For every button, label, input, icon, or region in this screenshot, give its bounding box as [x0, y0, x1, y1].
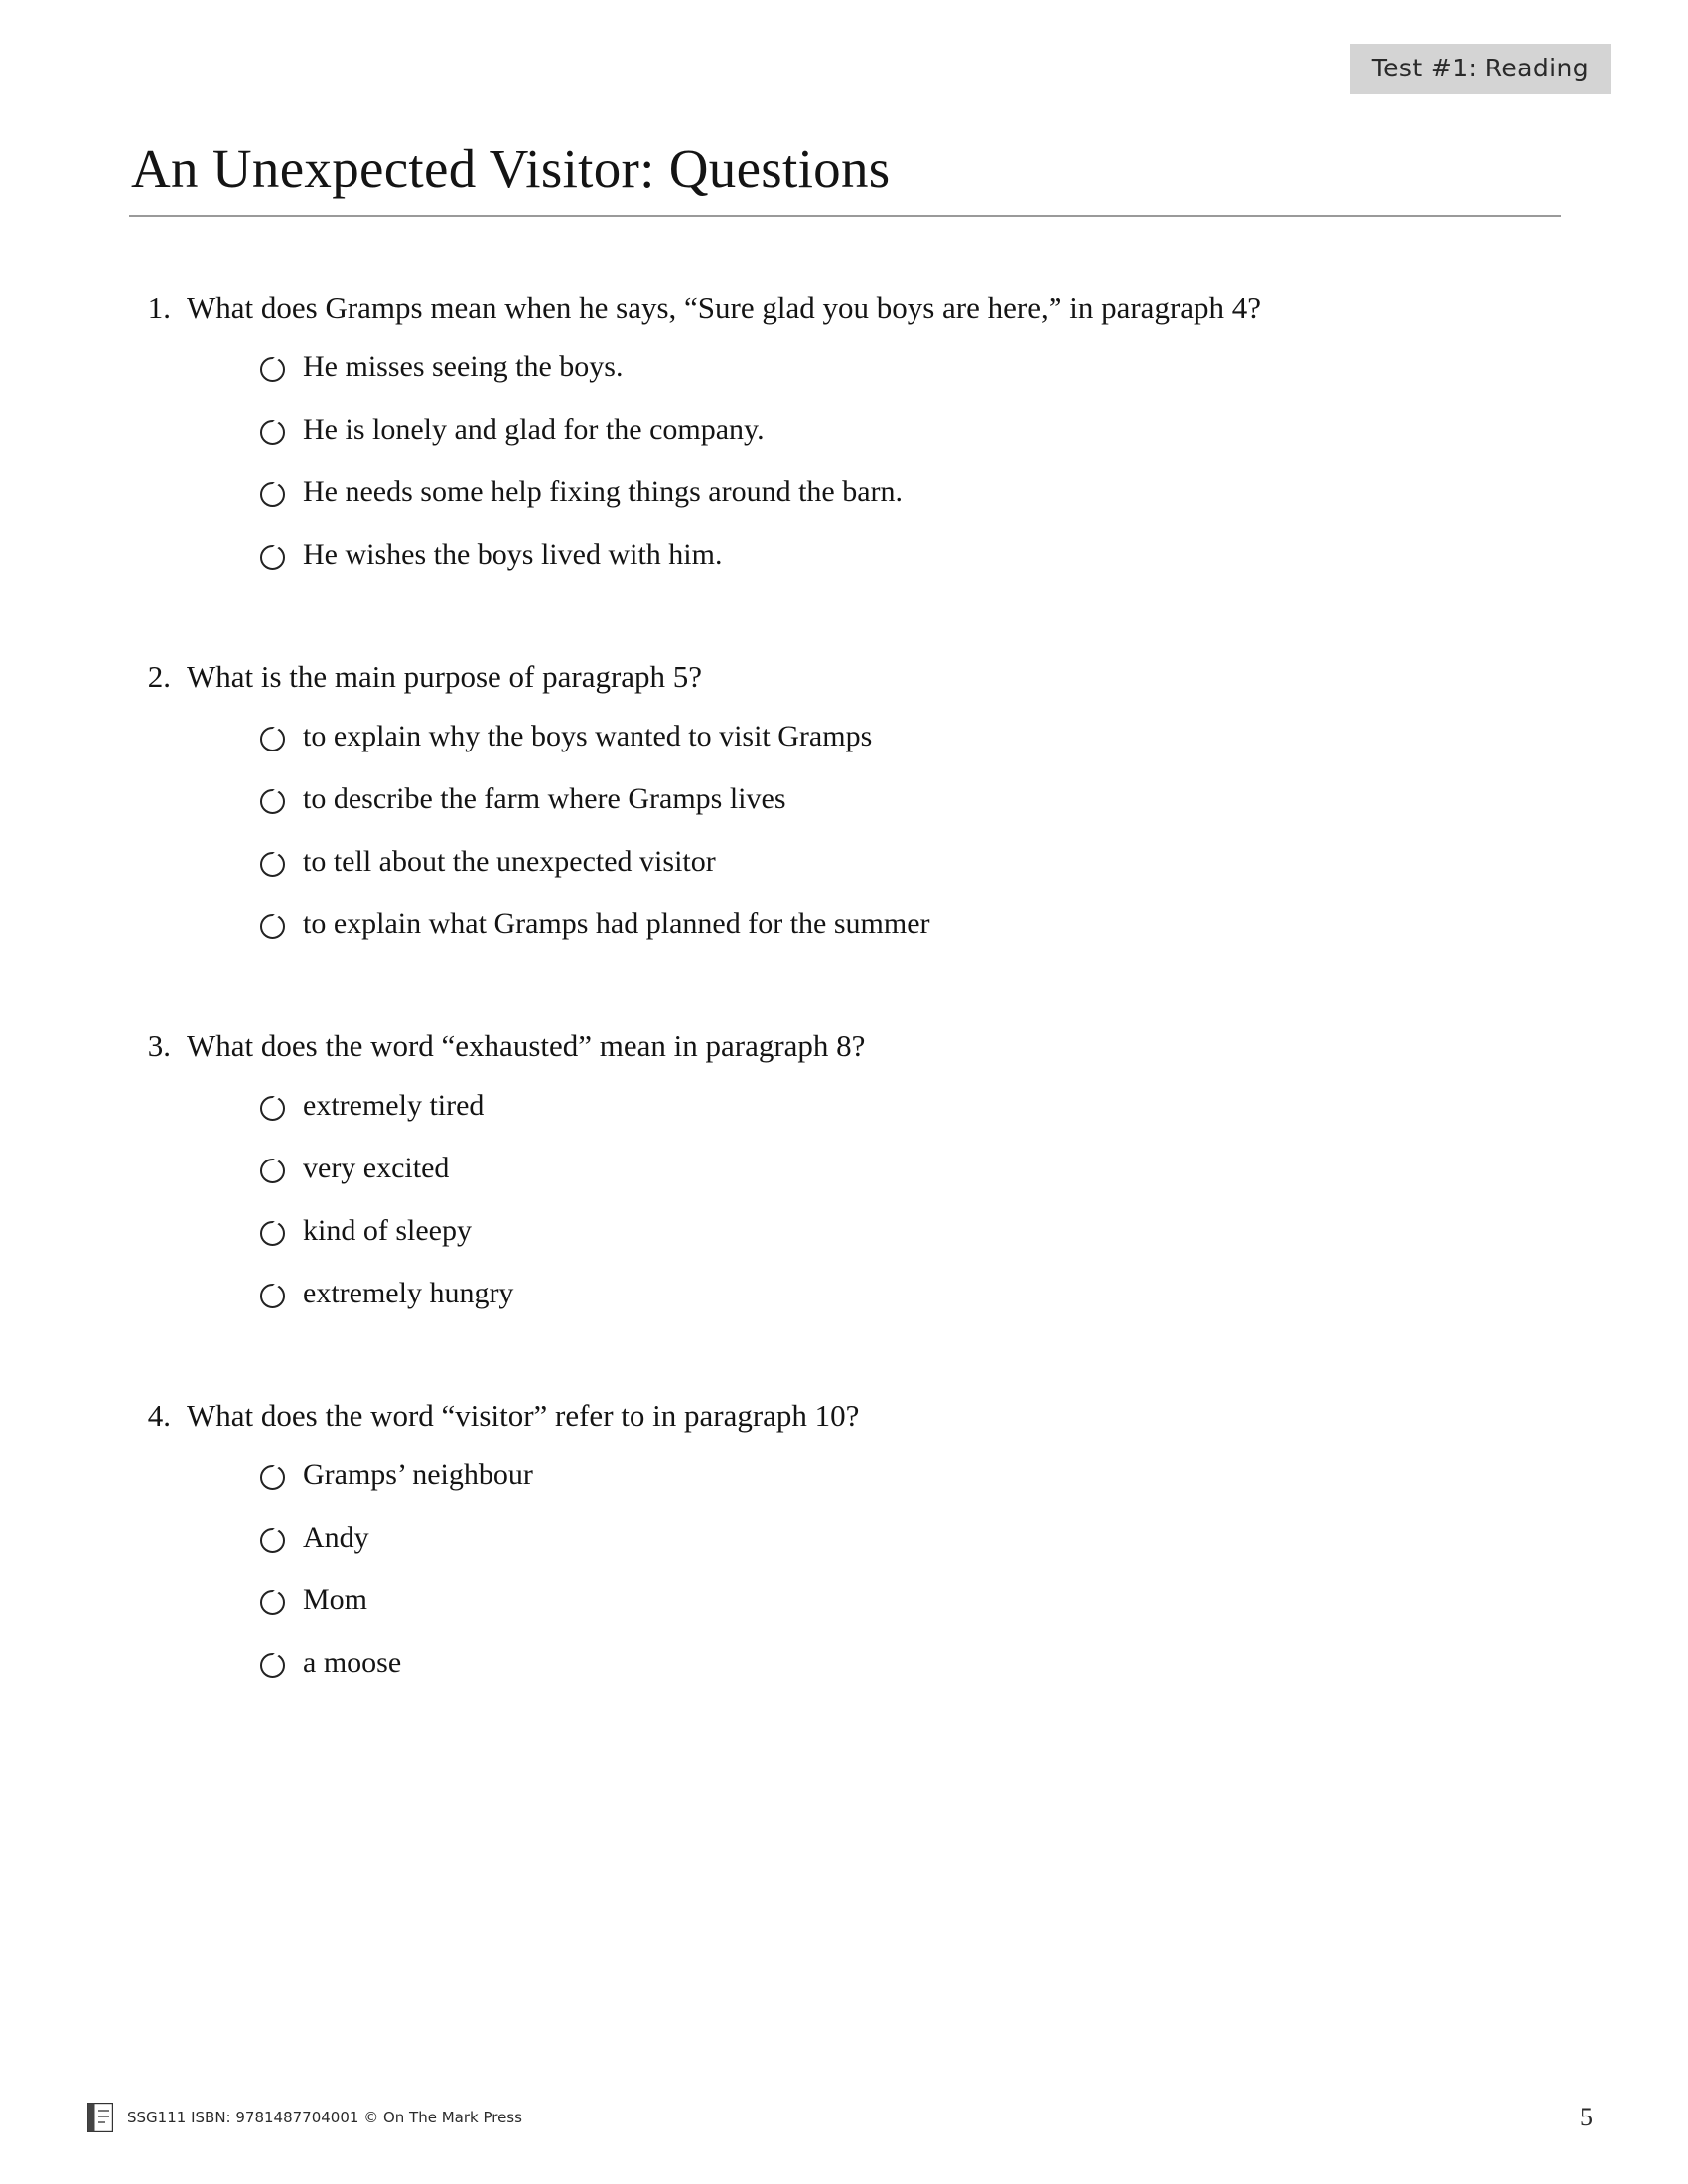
answer-bubble-icon[interactable]	[260, 357, 285, 382]
answer-option[interactable]	[260, 716, 1569, 757]
answer-option[interactable]	[260, 1454, 1569, 1496]
test-section-badge: Test #1: Reading	[1350, 44, 1611, 94]
footer-credits	[87, 2103, 522, 2132]
answer-option-label: He misses seeing the boys.	[303, 349, 624, 383]
answer-bubble-icon[interactable]	[260, 1465, 285, 1490]
footer-code: SSG111	[127, 2109, 187, 2126]
answer-bubble-icon[interactable]	[260, 1528, 285, 1553]
answer-option[interactable]	[260, 1210, 1569, 1252]
answer-bubble-icon[interactable]	[260, 482, 285, 507]
answer-bubble-icon[interactable]	[260, 789, 285, 814]
answer-bubble-icon[interactable]	[260, 545, 285, 570]
answer-bubble-icon[interactable]	[260, 1096, 285, 1121]
answer-option-label: to explain what Gramps had planned for the summer	[303, 906, 930, 940]
answer-option[interactable]	[260, 778, 1569, 820]
title-divider	[129, 215, 1561, 217]
answer-bubble-icon[interactable]	[260, 1653, 285, 1678]
answer-bubble-icon[interactable]	[260, 727, 285, 751]
answer-options	[129, 346, 1569, 576]
answer-option[interactable]	[260, 841, 1569, 883]
answer-option-label: extremely tired	[303, 1088, 485, 1122]
answer-option[interactable]	[260, 472, 1569, 513]
question-text: What does the word “exhausted” mean in paragraph 8?	[187, 1027, 866, 1063]
answer-option-label: a moose	[303, 1645, 402, 1679]
answer-bubble-icon[interactable]	[260, 852, 285, 877]
answer-bubble-icon[interactable]	[260, 1221, 285, 1246]
question-number: 2.	[147, 658, 171, 694]
question-text: What does the word “visitor” refer to in paragraph 10?	[187, 1397, 860, 1433]
answer-option[interactable]	[260, 1642, 1569, 1684]
answer-option[interactable]	[260, 1579, 1569, 1621]
questions-list	[129, 286, 1569, 1684]
question-item	[129, 1024, 1569, 1314]
question-number: 3.	[147, 1027, 171, 1063]
page-number: 5	[1580, 2103, 1593, 2131]
footer-isbn: ISBN: 9781487704001 © On The Mark Press	[191, 2109, 522, 2126]
answer-option-label: He wishes the boys lived with him.	[303, 537, 723, 571]
answer-option[interactable]	[260, 1148, 1569, 1189]
answer-option-label: He is lonely and glad for the company.	[303, 412, 765, 446]
answer-bubble-icon[interactable]	[260, 420, 285, 445]
answer-option-label: Gramps’ neighbour	[303, 1457, 533, 1491]
page-footer	[0, 2093, 1688, 2132]
answer-option-label: kind of sleepy	[303, 1213, 472, 1247]
question-text: What is the main purpose of paragraph 5?	[187, 658, 703, 694]
answer-option[interactable]	[260, 346, 1569, 388]
question-number: 1.	[147, 290, 171, 325]
answer-options	[129, 1085, 1569, 1314]
question-item	[129, 655, 1569, 945]
answer-bubble-icon[interactable]	[260, 1159, 285, 1183]
answer-bubble-icon[interactable]	[260, 1284, 285, 1308]
answer-option[interactable]	[260, 534, 1569, 576]
answer-option-label: extremely hungry	[303, 1276, 514, 1309]
title-block	[129, 139, 1559, 217]
answer-option-label: to tell about the unexpected visitor	[303, 844, 716, 878]
answer-option-label: very excited	[303, 1151, 450, 1184]
answer-option[interactable]	[260, 903, 1569, 945]
question-item	[129, 286, 1569, 576]
answer-option-label: He needs some help fixing things around the barn.	[303, 475, 904, 508]
question-item	[129, 1394, 1569, 1684]
publisher-logo-icon	[87, 2103, 113, 2132]
answer-options	[129, 1454, 1569, 1684]
answer-bubble-icon[interactable]	[260, 914, 285, 939]
answer-option-label: to describe the farm where Gramps lives	[303, 781, 786, 815]
answer-option[interactable]	[260, 1273, 1569, 1314]
answer-option[interactable]	[260, 1085, 1569, 1127]
answer-option-label: to explain why the boys wanted to visit Gramps	[303, 719, 873, 752]
page-title: An Unexpected Visitor: Questions	[131, 138, 891, 199]
answer-option[interactable]	[260, 1517, 1569, 1559]
question-text: What does Gramps mean when he says, “Sure glad you boys are here,” in paragraph 4?	[187, 290, 1262, 325]
answer-bubble-icon[interactable]	[260, 1590, 285, 1615]
answer-options	[129, 716, 1569, 945]
answer-option[interactable]	[260, 409, 1569, 451]
answer-option-label: Andy	[303, 1520, 369, 1554]
question-number: 4.	[147, 1397, 171, 1433]
answer-option-label: Mom	[303, 1582, 368, 1616]
